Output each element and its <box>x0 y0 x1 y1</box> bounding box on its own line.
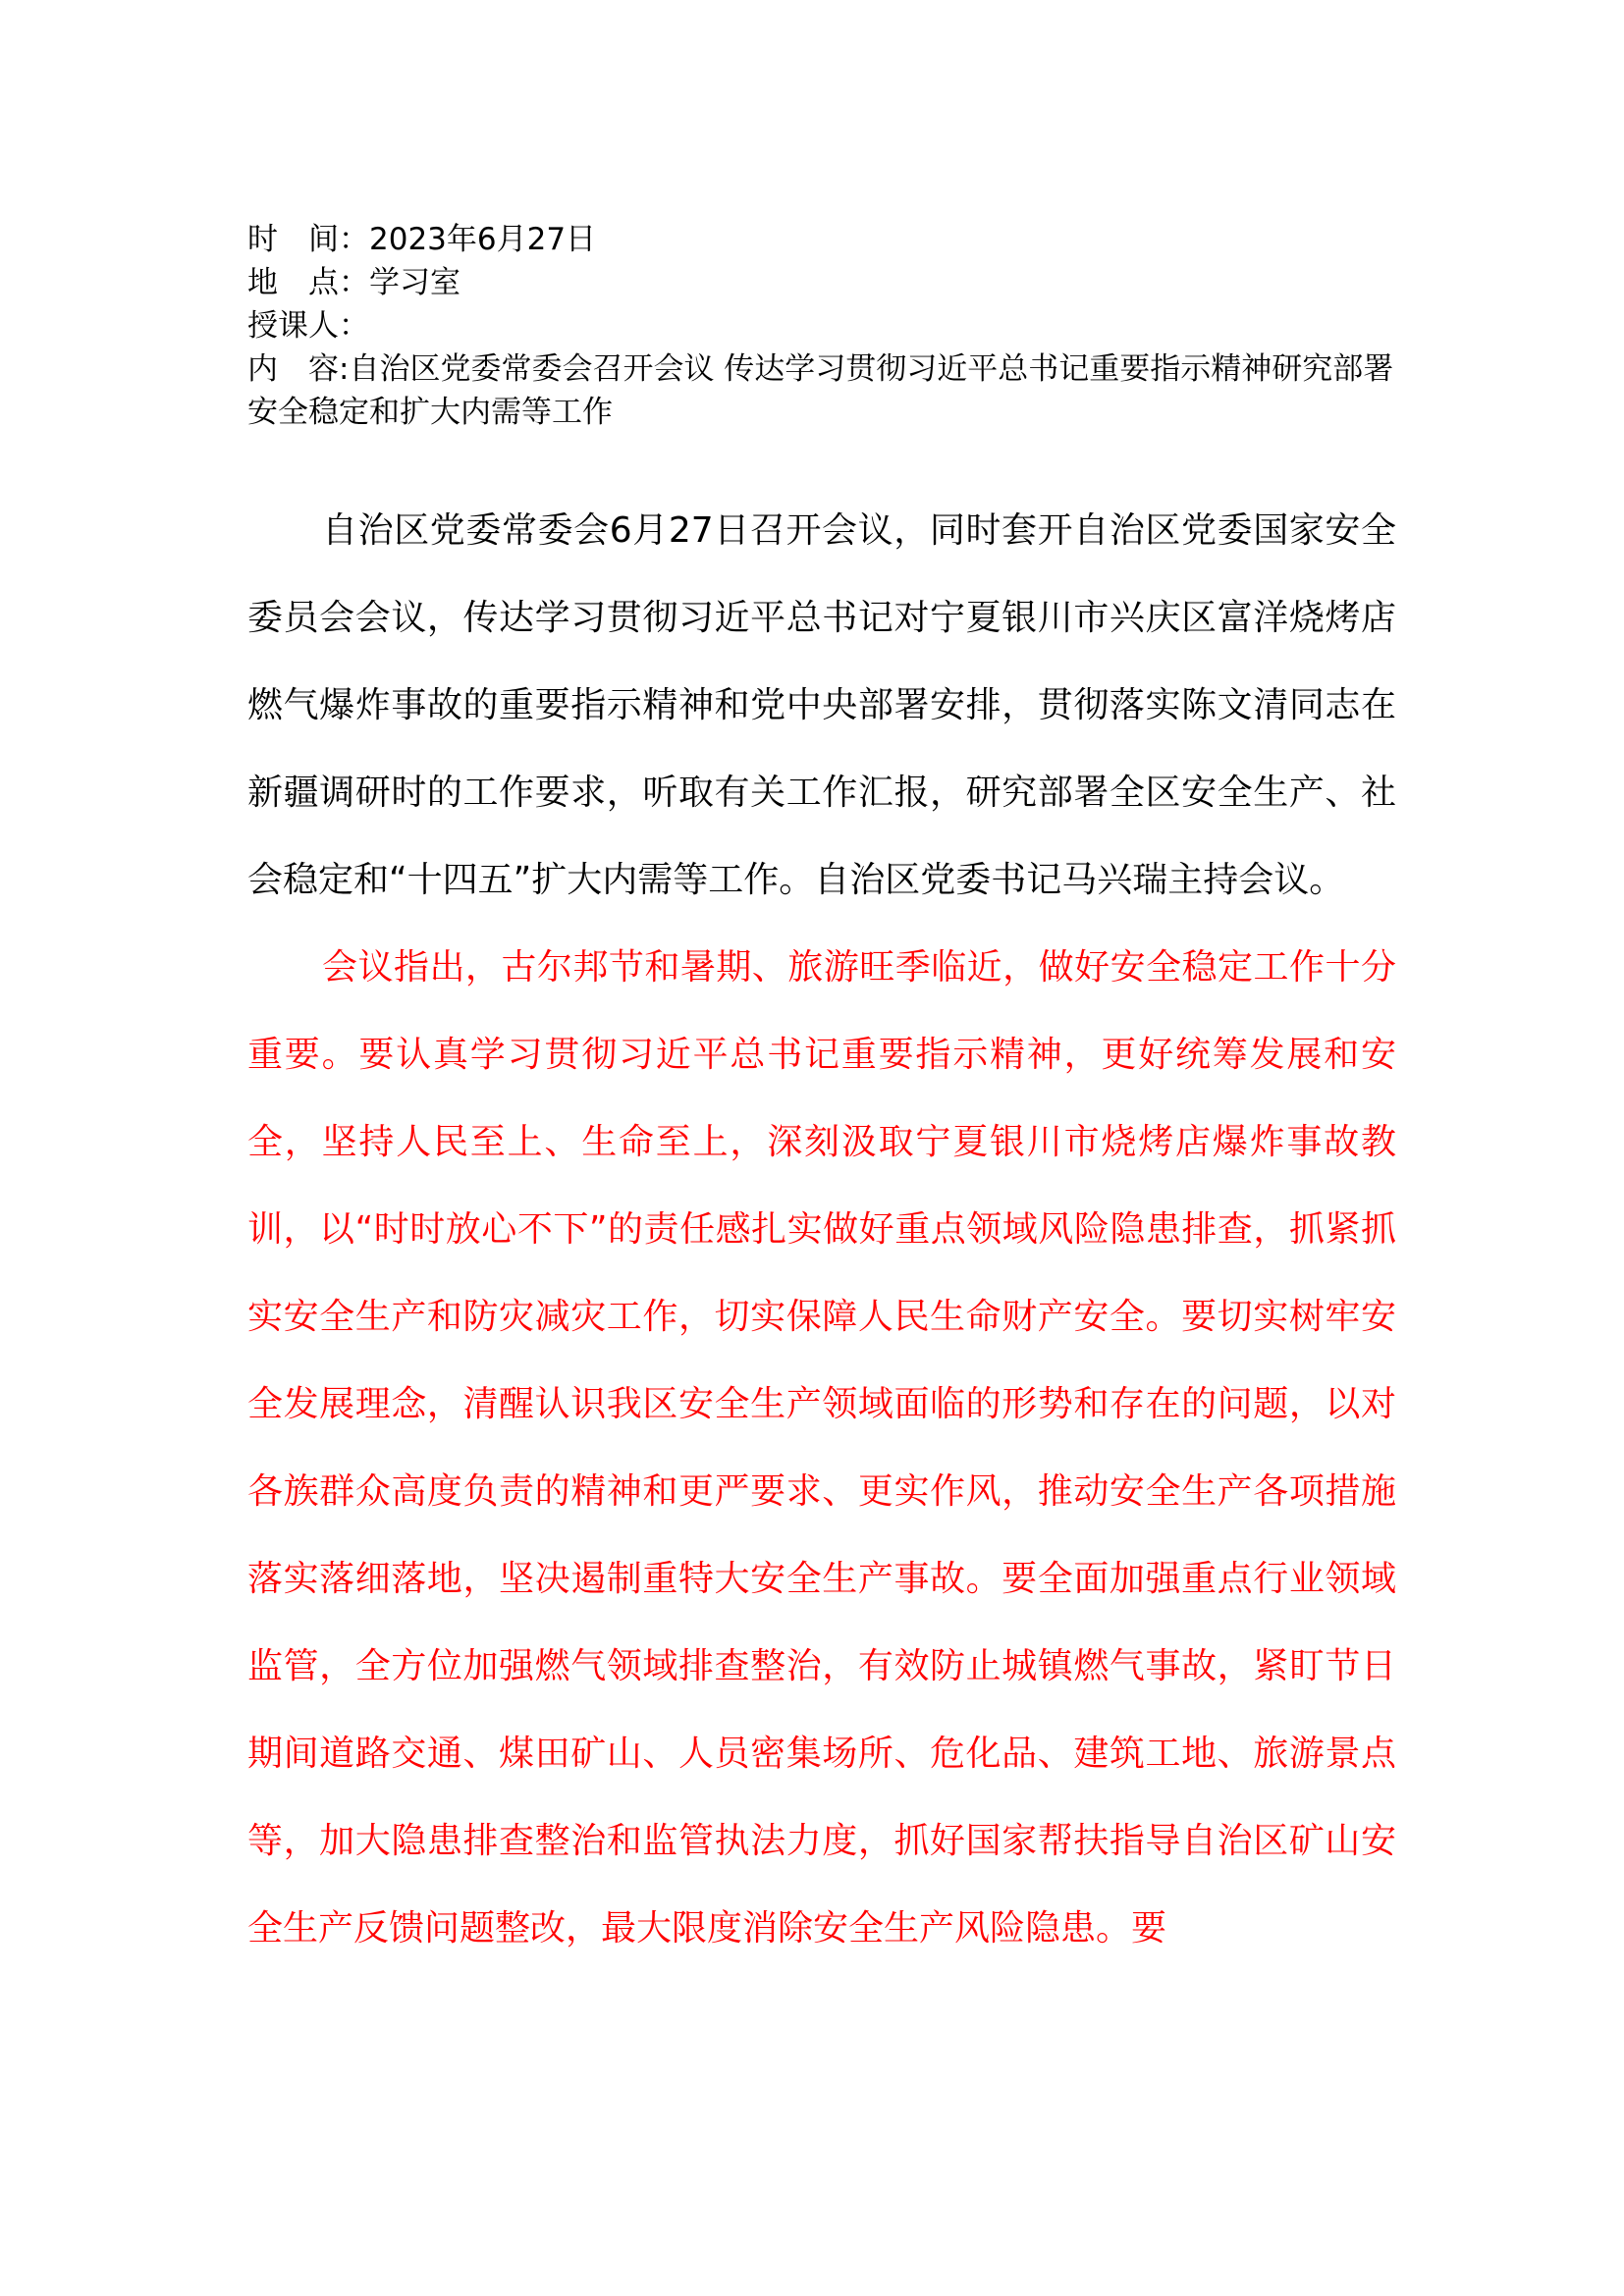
time-label: 时 间： <box>247 222 369 257</box>
lecture-info-block <box>247 218 1406 434</box>
article-body <box>247 487 1396 1972</box>
paragraph-meeting-summary: 自治区党委常委会6月27日召开会议，同时套开自治区党委国家安全委员会会议，传达学习贯彻习近平总书记对宁夏银川市兴庆区富洋烧烤店燃气爆炸事故的重要指示精神和党中央部署安排，贯彻落实陈文清同志在新疆调研时的工作要求，听取有关工作汇报，研究部署全区安全生产、社会稳定和“十四五”扩大内需等工作。自治区党委书记马兴瑞主持会议。 <box>247 510 1396 900</box>
place-value: 学习室 <box>369 265 460 300</box>
content-label: 内 容: <box>247 351 350 387</box>
place-row <box>247 261 1406 304</box>
content-row <box>247 347 1406 434</box>
place-label: 地 点： <box>247 265 369 300</box>
paragraph-meeting-points: 会议指出，古尔邦节和暑期、旅游旺季临近，做好安全稳定工作十分重要。要认真学习贯彻习近平总书记重要指示精神，更好统筹发展和安全，坚持人民至上、生命至上，深刻汲取宁夏银川市烧烤店爆炸事故教训，以“时时放心不下”的责任感扎实做好重点领域风险隐患排查，抓紧抓实安全生产和防灾减灾工作，切实保障人民生命财产安全。要切实树牢安全发展理念，清醒认识我区安全生产领域面临的形势和存在的问题，以对各族群众高度负责的精神和更严要求、更实作风，推动安全生产各项措施落实落细落地，坚决遏制重特大安全生产事故。要全面加强重点行业领域监管，全方位加强燃气领域排查整治，有效防止城镇燃气事故，紧盯节日期间道路交通、煤田矿山、人员密集场所、危化品、建筑工地、旅游景点等，加大隐患排查整治和监管执法力度，抓好国家帮扶指导自治区矿山安全生产反馈问题整改，最大限度消除安全生产风险隐患。要 <box>247 947 1396 1949</box>
time-value: 2023年6月27日 <box>369 222 597 257</box>
lecturer-row <box>247 304 1406 347</box>
lecturer-label: 授课人： <box>247 308 369 344</box>
time-row <box>247 218 1406 261</box>
content-value: 自治区党委常委会召开会议 传达学习贯彻习近平总书记重要指示精神研究部署安全稳定和扩大内需等工作 <box>247 351 1394 430</box>
